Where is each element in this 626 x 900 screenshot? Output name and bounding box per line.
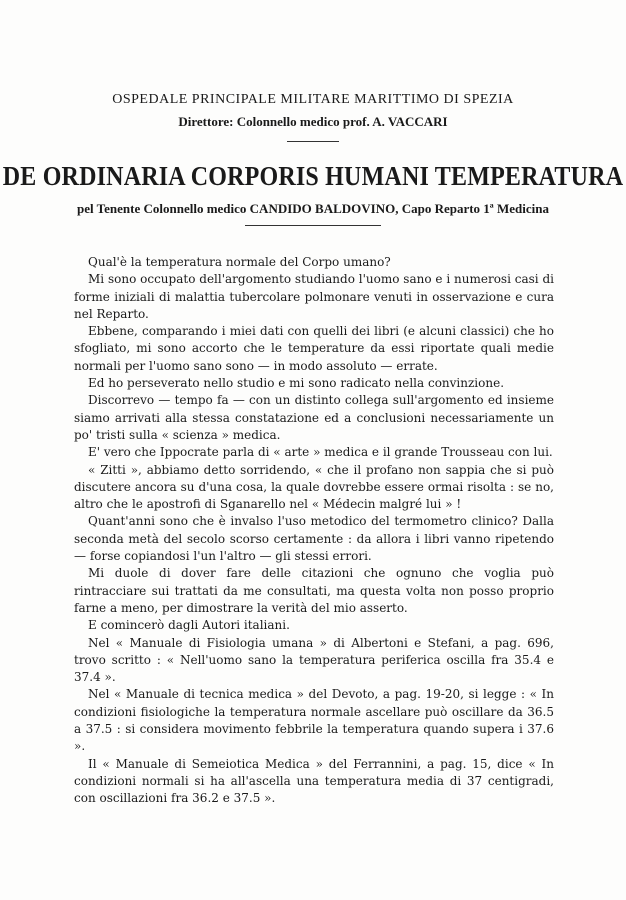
paragraph: Nel « Manuale di Fisiologia umana » di Albertoni e Stefani, a pag. 696, trovo scritto : « Nell'uomo sano la temperatura periferica oscilla fra 35.4 e 37.4 ». [74,635,554,685]
author-byline: pel Tenente Colonnello medico CANDIDO BALDOVINO, Capo Reparto 1ª Medicina [77,201,549,216]
paragraph: Mi duole di dover fare delle citazioni che ognuno che voglia può rintracciare sui trattati da me consultati, ma questa volta non posso proprio farne a meno, per dimostrare la verità del mio asserto. [74,566,554,615]
short-divider [287,141,339,142]
paragraph: E comincerò dagli Autori italiani. [88,618,290,633]
paragraph: Nel « Manuale di tecnica medica » del Devoto, a pag. 19-20, si legge : « In condizioni fisiologiche la temperatura normale ascellare può oscillare da 36.5 a 37.5 : si considera movimento febbrile la temperatura quando supera i 37.6 ». [74,687,554,754]
paragraph: Qual'è la temperatura normale del Corpo umano? [88,255,391,269]
paragraph: Discorrevo — tempo fa — con un distinto collega sull'argomento ed insieme siamo arrivati alla stessa constatazione ed a conclusioni necessariamente un po' tristi sulla « scienza » medica. [74,393,554,442]
paragraph: E' vero che Ippocrate parla di « arte » medica e il grande Trousseau con lui. [88,445,553,460]
paragraph: Mi sono occupato dell'argomento studiando l'uomo sano e i numerosi casi di forme iniziali di malattia tubercolare polmonare venuti in osservazione e cura nel Reparto. [74,272,554,321]
paragraph: Il « Manuale di Semeiotica Medica » del Ferrannini, a pag. 15, dice « In condizioni normali si ha all'ascella una temperatura media di 37 centigradi, con oscillazioni fra 36.2 e 37.5 ». [74,756,554,806]
article-body [74,254,554,808]
paragraph: Ebbene, comparando i miei dati con quelli dei libri (e alcuni classici) che ho sfogliato, mi sono accorto che le temperature da essi riportate quali medie normali per l'uomo sano sono — in modo assoluto — errate. [74,324,554,373]
paragraph: Ed ho perseverato nello studio e mi sono radicato nella convinzione. [88,376,505,391]
paragraph: « Zitti », abbiamo detto sorridendo, « che il profano non sappia che si può discutere ancora su d'una cosa, la quale dovrebbe essere ormai risolta : se no, altro che le apostrofi di Sganarello nel « Médecin malgré lui » ! [74,462,554,512]
institution-heading: OSPEDALE PRINCIPALE MILITARE MARITTIMO DI SPEZIA [112,92,514,107]
long-divider [245,225,381,226]
article-title: DE ORDINARIA CORPORIS HUMANI TEMPERATURA [2,161,624,192]
director-line: Direttore: Colonnello medico prof. A. VACCARI [178,114,448,129]
paragraph: Quant'anni sono che è invalso l'uso metodico del termometro clinico? Dalla seconda metà del secolo scorso certamente : da allora i libri vanno ripetendo — forse copiandosi l'un l'altro — gli stessi errori. [74,514,554,564]
